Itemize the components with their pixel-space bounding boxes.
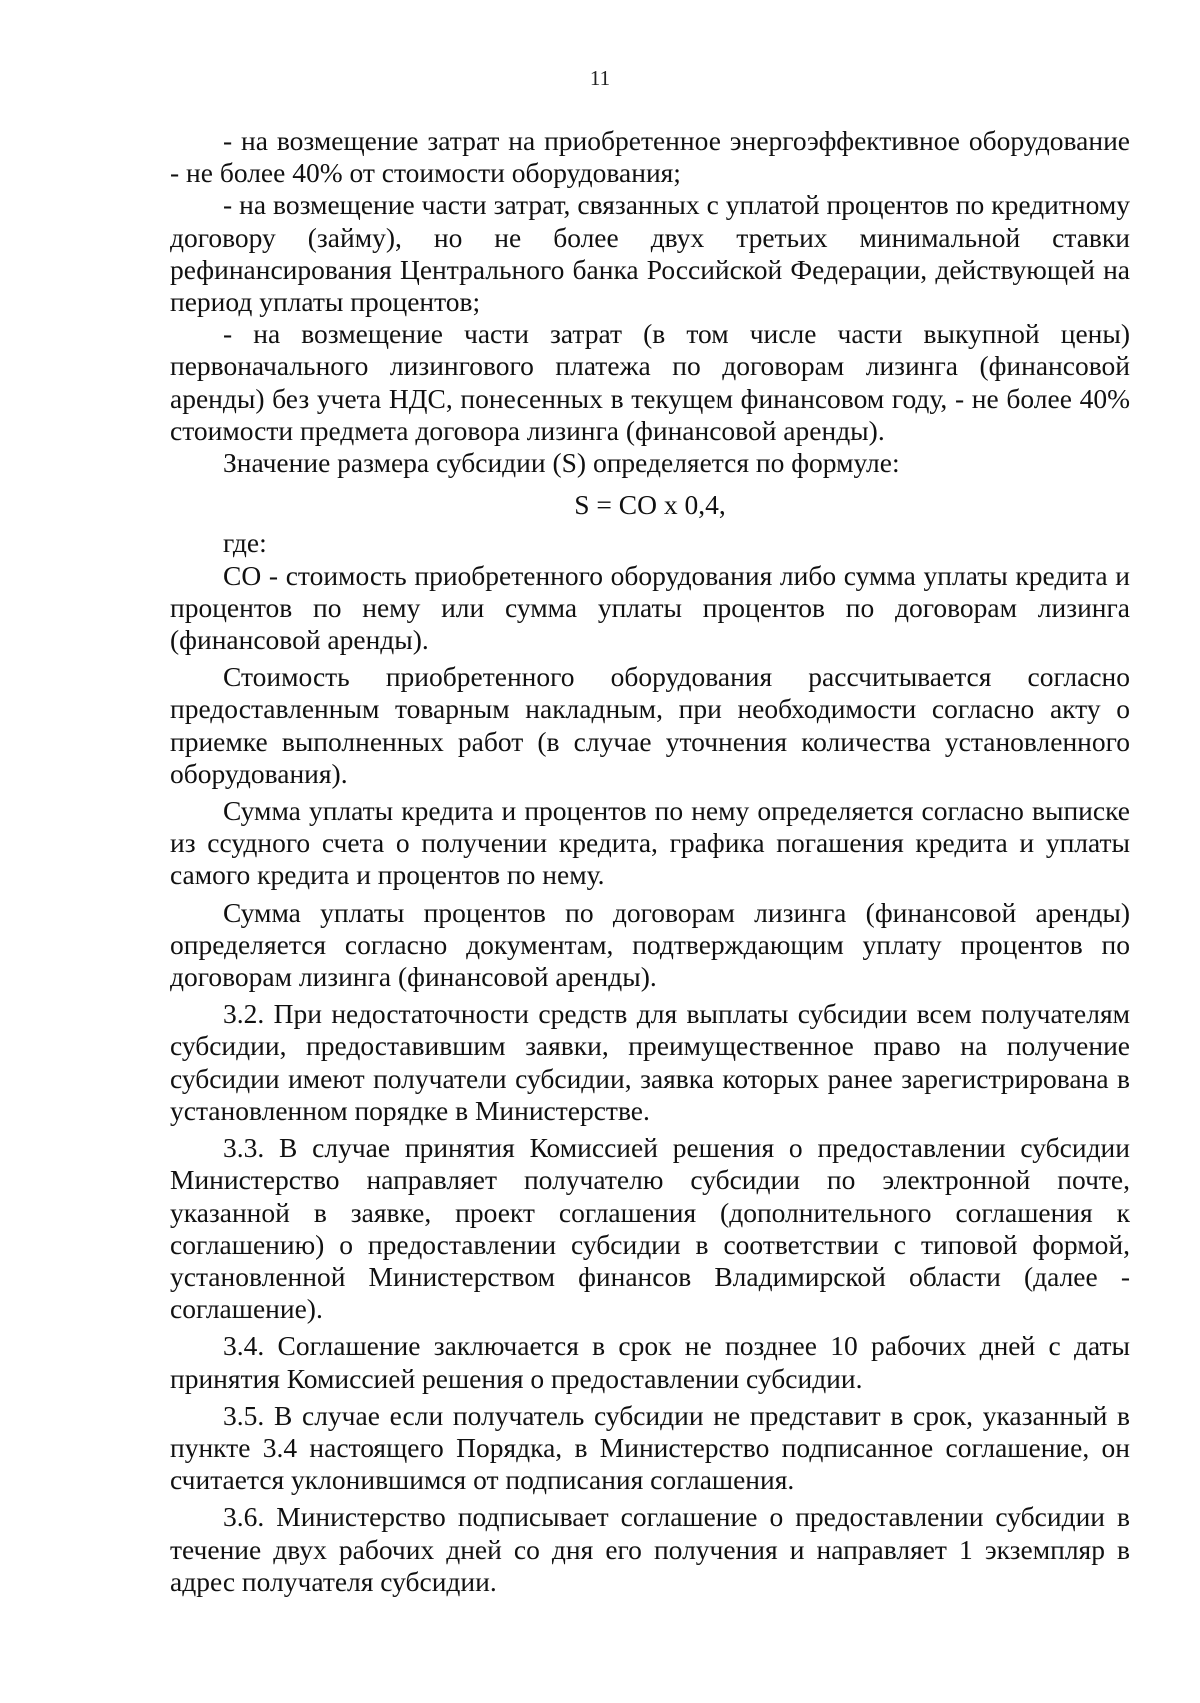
subsidy-formula: S = CO x 0,4, (574, 489, 726, 521)
document-body (170, 125, 1130, 1598)
page-number: 11 (589, 66, 611, 90)
paragraph-equipment-cost-calculation: Стоимость приобретенного оборудования рассчитывается согласно предоставленным товарным накладным, при необходимости согласно акту о приемке выполненных работ (в случае уточнения количества установленного оборудования). (170, 661, 1130, 789)
paragraph-3-5: 3.5. В случае если получатель субсидии не представит в срок, указанный в пункте 3.4 настоящего Порядка, в Министерство подписанное соглашение, он считается уклонившимся от подписания соглашения. (170, 1399, 1130, 1496)
paragraph-credit-interest: - на возмещение части затрат, связанных с уплатой процентов по кредитному договору (займу), но не более двух третьих минимальной ставки рефинансирования Центрального банка Российской Федерации, действующей на период уплаты процентов; (170, 189, 1130, 318)
paragraph-3-3: 3.3. В случае принятия Комиссией решения о предоставлении субсидии Министерство направляет получателю субсидии по электронной почте, указанной в заявке, проект соглашения (дополнительного соглашения к соглашению) о предоставлении субсидии в соответствии с типовой формой, установленной Министерством финансов Владимирской области (далее - соглашение). (170, 1132, 1130, 1325)
paragraph-formula-intro: Значение размера субсидии (S) определяется по формуле: (223, 447, 900, 479)
paragraph-co-definition: СО - стоимость приобретенного оборудования либо сумма уплаты кредита и процентов по нему или сумма уплаты процентов по договорам лизинга (финансовой аренды). (170, 559, 1130, 656)
paragraph-3-6: 3.6. Министерство подписывает соглашение о предоставлении субсидии в течение двух рабочих дней со дня его получения и направляет 1 экземпляр в адрес получателя субсидии. (170, 1501, 1130, 1597)
paragraph-equipment-costs: - на возмещение затрат на приобретенное энергоэффективное оборудование - не более 40% от стоимости оборудования; (170, 125, 1130, 189)
paragraph-leasing-interest-sum: Сумма уплаты процентов по договорам лизинга (финансовой аренды) определяется согласно документам, подтверждающим уплату процентов по договорам лизинга (финансовой аренды). (170, 896, 1130, 993)
paragraph-leasing-payment: - на возмещение части затрат (в том числе части выкупной цены) первоначального лизингового платежа по договорам лизинга (финансовой аренды) без учета НДС, понесенных в текущем финансовом году, - не более 40% стоимости предмета договора лизинга (финансовой аренды). (170, 318, 1130, 446)
paragraph-3-2: 3.2. При недостаточности средств для выплаты субсидии всем получателям субсидии, предоставившим заявки, преимущественное право на получение субсидии имеют получатели субсидии, заявка которых ранее зарегистрирована в установленном порядке в Министерстве. (170, 998, 1130, 1126)
paragraph-credit-sum: Сумма уплаты кредита и процентов по нему определяется согласно выписке из ссудного счета о получении кредита, графика погашения кредита и уплаты самого кредита и процентов по нему. (170, 795, 1130, 891)
paragraph-where: где: (223, 527, 267, 559)
paragraph-3-4: 3.4. Соглашение заключается в срок не позднее 10 рабочих дней с даты принятия Комиссией решения о предоставлении субсидии. (170, 1330, 1130, 1394)
